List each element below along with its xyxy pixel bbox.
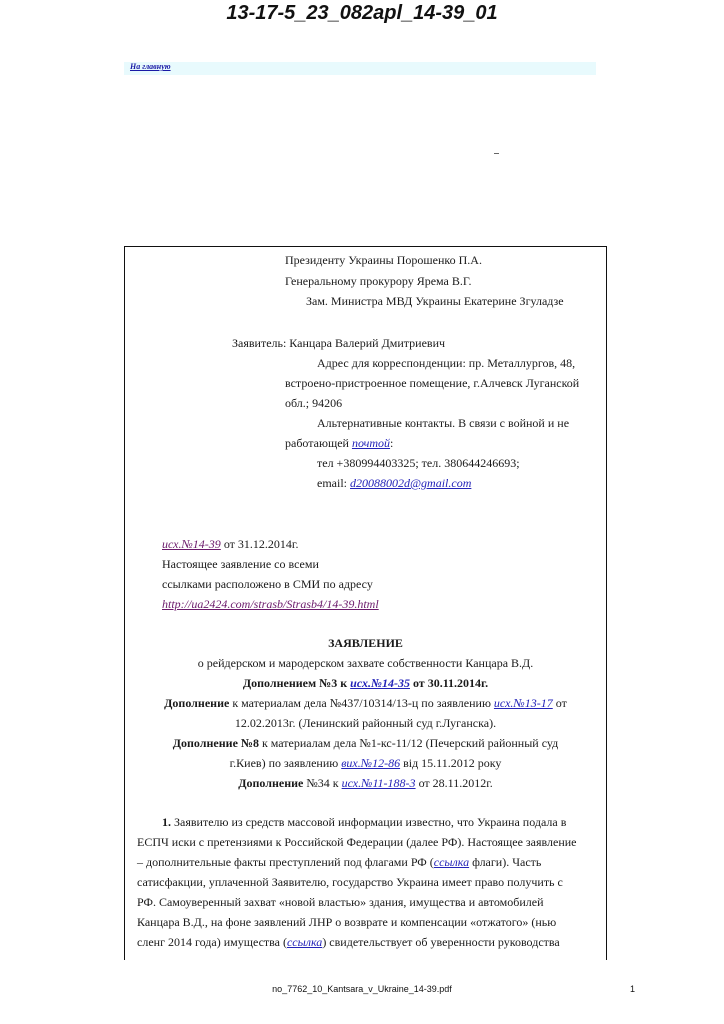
add3-suffix: от 30.11.2014г. <box>409 676 489 690</box>
statement-addition-8-line-2 <box>125 756 606 770</box>
paragraph-1-line-4: сатисфакции, уплаченной Заявителю, государство Украина имеет право получить с <box>137 875 563 889</box>
statement-addition-3 <box>125 676 606 690</box>
p1-l3-suffix: флаги). Часть <box>469 855 542 869</box>
paragraph-1-number: 1. <box>162 815 171 829</box>
add34-text: №34 к <box>303 776 342 790</box>
alt-prefix: работающей <box>285 436 352 450</box>
dash-mark <box>494 153 499 154</box>
add34-link[interactable]: исх.№11-188-3 <box>341 776 416 790</box>
applicant-name: Заявитель: Канцара Валерий Дмитриевич <box>232 336 446 350</box>
property-link[interactable]: ссылка <box>286 935 323 949</box>
nav-bar <box>124 62 596 75</box>
addressee-deputy-minister: Зам. Министра МВД Украины Екатерине Згуладзе <box>306 294 564 308</box>
add34-suffix: от 28.11.2012г. <box>415 776 493 790</box>
email-label: email: <box>317 476 350 490</box>
add3-link[interactable]: исх.№14-35 <box>350 676 410 690</box>
p1-l7-suffix: ) свидетельствует об уверенности руководства <box>322 935 560 949</box>
add3-prefix: Дополнением №3 к <box>242 676 351 690</box>
applicant-alt-contacts-2 <box>285 436 393 450</box>
reference-line-2: Настоящее заявление со всеми <box>162 557 319 571</box>
add1-suffix: от <box>552 696 567 710</box>
reference-number-link[interactable]: исх.№14-39 <box>162 537 221 551</box>
statement-addition-1-line-2: 12.02.2013г. (Ленинский районный суд г.Луганска). <box>234 716 497 730</box>
add8-bold: Дополнение №8 <box>172 736 259 750</box>
paragraph-1-line-7 <box>137 935 560 949</box>
document-title: 13-17-5_23_082apl_14-39_01 <box>226 2 498 24</box>
paragraph-1-line-5: РФ. Самоуверенный захват «новой властью» здания, имущества и автомобилей <box>137 895 544 909</box>
add1-link[interactable]: исх.№13-17 <box>493 696 553 710</box>
add8-text: к материалам дела №1-кс-11/12 (Печерский районный суд <box>258 736 559 750</box>
reference-number <box>162 537 298 551</box>
statement-heading: ЗАЯВЛЕНИЕ <box>328 636 403 650</box>
flags-link[interactable]: ссылка <box>433 855 470 869</box>
applicant-email <box>317 476 471 490</box>
statement-addition-1 <box>125 696 606 710</box>
footer-page-number: 1 <box>630 984 636 994</box>
footer-filename: no_7762_10_Kantsara_v_Ukraine_14-39.pdf <box>272 984 452 994</box>
add8-link[interactable]: вих.№12-86 <box>341 756 401 770</box>
back-home-link[interactable]: На главную <box>130 62 171 71</box>
applicant-phones: тел +380994403325; тел. 380644246693; <box>317 456 520 470</box>
reference-url-link[interactable]: http://ua2424.com/strasb/Strasb4/14-39.html <box>162 597 379 611</box>
applicant-address-1: Адрес для корреспонденции: пр. Металлургов, 48, <box>317 356 576 370</box>
p1-l3-prefix: – дополнительные факты преступлений под флагами РФ ( <box>137 855 434 869</box>
paragraph-1-line-2: ЕСПЧ иски с претензиями к Российской Федерации (далее РФ). Настоящее заявление <box>137 835 577 849</box>
email-link[interactable]: d20088002d@gmail.com <box>350 476 472 490</box>
statement-addition-34 <box>125 776 606 790</box>
reference-line-3: ссылками расположено в СМИ по адресу <box>162 577 373 591</box>
add34-bold: Дополнение <box>238 776 304 790</box>
reference-url <box>162 597 379 611</box>
paragraph-1-line-1 <box>162 815 566 829</box>
p1-l7-prefix: сленг 2014 года) имущества ( <box>137 935 287 949</box>
paragraph-1-line-3 <box>137 855 541 869</box>
alt-suffix: : <box>390 436 394 450</box>
addressee-president: Президенту Украины Порошенко П.А. <box>285 253 482 267</box>
statement-addition-8 <box>125 736 606 750</box>
mail-link[interactable]: почтой <box>351 436 391 450</box>
applicant-address-2: встроено-пристроенное помещение, г.Алчевск Луганской <box>285 376 580 390</box>
statement-subject: о рейдерском и мародерском захвате собственности Канцара В.Д. <box>197 656 534 670</box>
applicant-alt-contacts: Альтернативные контакты. В связи с войной и не <box>317 416 570 430</box>
applicant-address-3: обл.; 94206 <box>285 396 343 410</box>
add1-text: к материалам дела №437/10314/13-ц по заявлению <box>229 696 494 710</box>
add1-bold: Дополнение <box>164 696 230 710</box>
add8-line2-prefix: г.Киев) по заявлению <box>229 756 342 770</box>
reference-date: от 31.12.2014г. <box>220 537 299 551</box>
letter-frame <box>124 246 607 960</box>
add8-line2-suffix: від 15.11.2012 року <box>400 756 502 770</box>
paragraph-1-text-1: Заявителю из средств массовой информации известно, что Украина подала в <box>174 815 567 829</box>
paragraph-1-line-6: Канцара В.Д., на фоне заявлений ЛНР о возврате и компенсации «отжатого» (нью <box>137 915 557 929</box>
addressee-prosecutor: Генеральному прокурору Ярема В.Г. <box>285 274 472 288</box>
